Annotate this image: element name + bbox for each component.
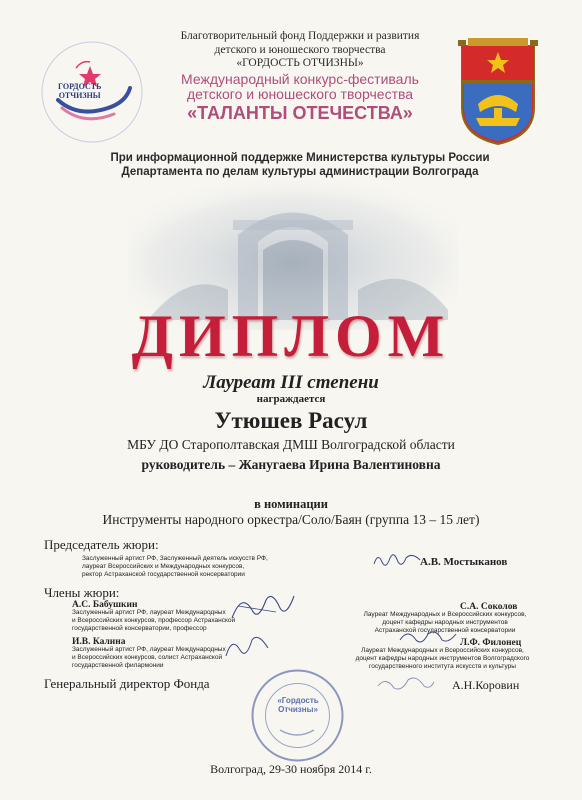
member-signature [228, 588, 298, 628]
director-signature [376, 672, 436, 694]
leader-name: руководитель – Жанугаева Ирина Валентиновна [141, 457, 441, 472]
nomination-value: Инструменты народного оркестра/Соло/Баян (группа 13 – 15 лет) [102, 512, 480, 527]
jury-member-description: Заслуженный артист РФ, лауреат Международных и Всероссийских конкурсов, солист Астраханской государственной филармонии [72, 646, 226, 670]
director-label: Генеральный директор Фонда [44, 676, 210, 691]
jury-members-label: Члены жюри: [44, 585, 120, 600]
stamp-text: «Гордость Отчизны» [277, 696, 319, 714]
member-signature [398, 626, 458, 648]
jury-member-description: Лауреат Международных и Всероссийских конкурсов, доцент кафедры народных инструментов Астраханской государственной консерватории [363, 611, 527, 635]
chair-signature [372, 548, 422, 572]
jury-member-description: Лауреат Международных и Всероссийских конкурсов, доцент кафедры народных инструментов Волгоградского государственного института искусств и культуры [355, 647, 530, 671]
jury-member-name: И.В. Калина [72, 637, 126, 647]
school-name: МБУ ДО Старополтавская ДМШ Волгоградской области [127, 437, 455, 452]
diploma-title: ДИПЛОМ [131, 303, 451, 369]
support-info: При информационной поддержке Министерства культуры России Департамента по делам культуры администрации Волгограда [110, 152, 490, 178]
recipient-name: Утюшев Расул [214, 408, 368, 433]
jury-chair-label: Председатель жюри: [44, 537, 159, 552]
director-name: А.Н.Коровин [452, 678, 520, 692]
volgograd-coat-of-arms [458, 38, 538, 148]
member-signature [222, 630, 272, 662]
jury-chair-name: А.В. Мостыканов [420, 556, 508, 568]
foundation-name: Благотворительный фонд Поддержки и развития детского и юношеского творчества «ГОРДОСТЬ ОТЧИЗНЫ» [180, 30, 420, 69]
jury-member-name: С.А. Соколов [460, 602, 518, 612]
nomination-label: в номинации [254, 497, 328, 511]
contest-name: Международный конкурс-фестиваль детского и юношеского творчества «ТАЛАНТЫ ОТЕЧЕСТВА» [181, 71, 419, 123]
jury-member-name: Л.Ф. Филонец [460, 638, 522, 648]
awarded-label: награждается [256, 393, 326, 405]
laureate-degree: Лауреат III степени [203, 372, 379, 393]
jury-member-name: А.С. Бабушкин [72, 600, 138, 610]
logo-text: ГОРДОСТЬ ОТЧИЗНЫ [58, 82, 102, 100]
foundation-stamp [250, 668, 345, 763]
jury-chair-description: Заслуженный артист РФ, Заслуженный деятель искусств РФ, лауреат Всероссийских и Международных конкурсов, ректор Астраханской государственной консерватории [82, 555, 268, 579]
place-and-date: Волгоград, 29-30 ноября 2014 г. [210, 762, 372, 776]
jury-member-description: Заслуженный артист РФ, лауреат Международных и Всероссийских конкурсов, профессор Астраханской государственной консерватории, профессор [72, 609, 236, 633]
